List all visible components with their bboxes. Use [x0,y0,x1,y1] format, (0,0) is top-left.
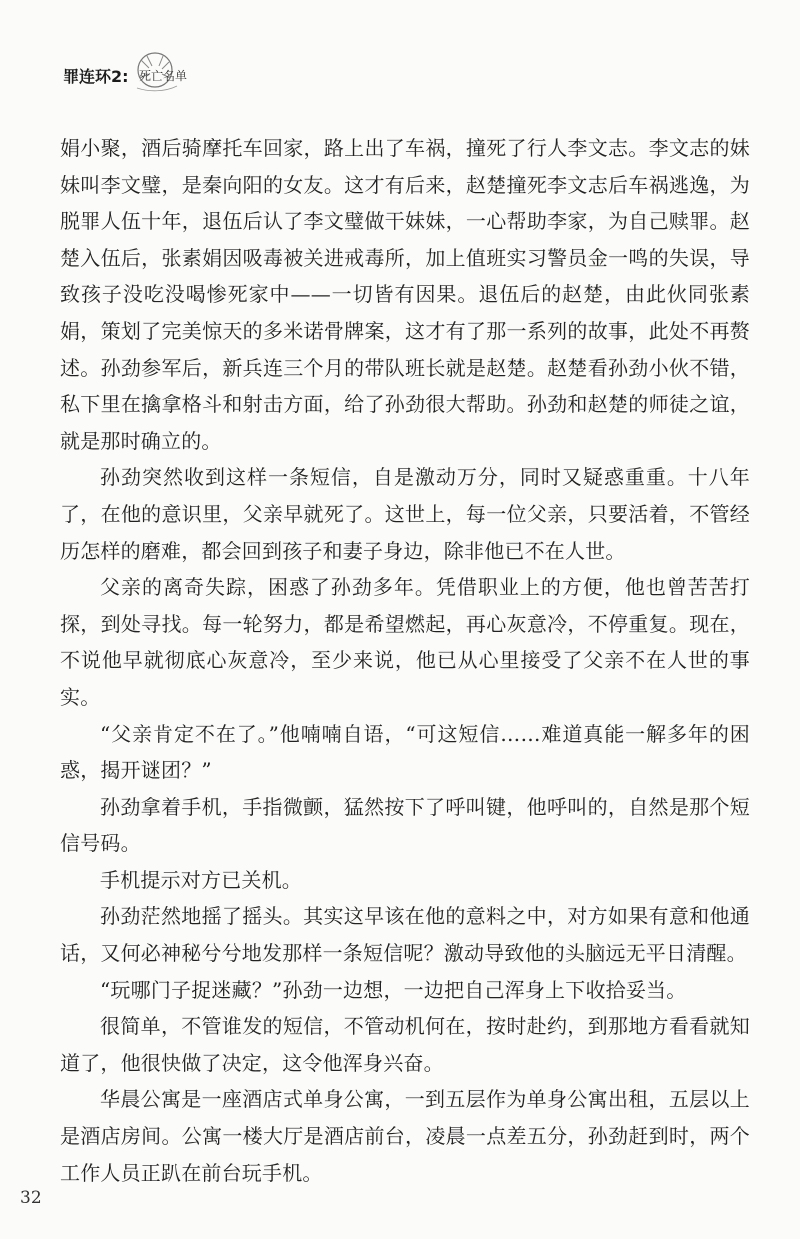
paragraph: 孙劲拿着手机，手指微颤，猛然按下了呼叫键，他呼叫的，自然是那个短信号码。 [60,794,750,856]
paragraph: 华晨公寓是一座酒店式单身公寓，一到五层作为单身公寓出租，五层以上是酒店房间。公寓一楼大厅是酒店前台，凌晨一点差五分，孙劲赶到时，两个工作人员正趴在前台玩手机。 [60,1087,750,1185]
paragraph: 很简单，不管谁发的短信，不管动机何在，按时赴约，到那地方看看就知道了，他很快做了决定，这令他浑身兴奋。 [60,1014,750,1075]
paragraph: “父亲肯定不在了。”他喃喃自语，“可这短信……难道真能一解多年的困惑，揭开谜团？” [60,721,750,783]
header-subtitle: 死亡名单 [139,69,188,83]
paragraph: 手机提示对方已关机。 [100,867,302,892]
paragraph: 娟小聚，酒后骑摩托车回家，路上出了车祸，撞死了行人李文志。李文志的妹妹叫李文璧，是秦向阳的女友。这才有后来，赵楚撞死李文志后车祸逃逸，为脱罪人伍十年，退伍后认了李文璧做干妹妹，一心帮助李家，为自己赎罪。赵楚入伍后，张素娟因吸毒被关进戒毒所，加上值班实习警员金一鸣的失误，导致孩子没吃没喝惨死家中——一切皆有因果。退伍后的赵楚，由此伙同张素娟，策划了完美惊天的多米诺骨牌案，这才有了那一系列的故事，此处不再赘述。孙劲参军后，新兵连三个月的带队班长就是赵楚。赵楚看孙劲小伙不错，私下里在擒拿格斗和射击方面，给了孙劲很大帮助。孙劲和赵楚的师徒之谊，就是那时确立的。 [60,136,750,453]
page-number: 32 [20,1188,42,1208]
paragraph: 孙劲突然收到这样一条短信，自是激动万分，同时又疑惑重重。十八年了，在他的意识里，父亲早就死了。这世上，每一位父亲，只要活着，不管经历怎样的磨难，都会回到孩子和妻子身边，除非他已不在人世。 [60,465,750,563]
header-series-title: 罪连环2: [63,67,129,86]
body-text [60,130,750,1191]
paragraph: “玩哪门子捉迷藏？”孙劲一边想，一边把自己浑身上下收拾妥当。 [100,977,687,1002]
running-header [57,44,307,100]
paragraph: 父亲的离奇失踪，困惑了孙劲多年。凭借职业上的方便，他也曾苦苦打探，到处寻找。每一轮努力，都是希望燃起，再心灰意冷，不停重复。现在，不说他早就彻底心灰意冷，至少来说，他已从心里接受了父亲不在人世的事实。 [60,575,750,709]
paragraph: 孙劲茫然地摇了摇头。其实这早该在他的意料之中，对方如果有意和他通话，又何必神秘兮兮地发那样一条短信呢？激动导致他的头脑远无平日清醒。 [60,904,750,966]
